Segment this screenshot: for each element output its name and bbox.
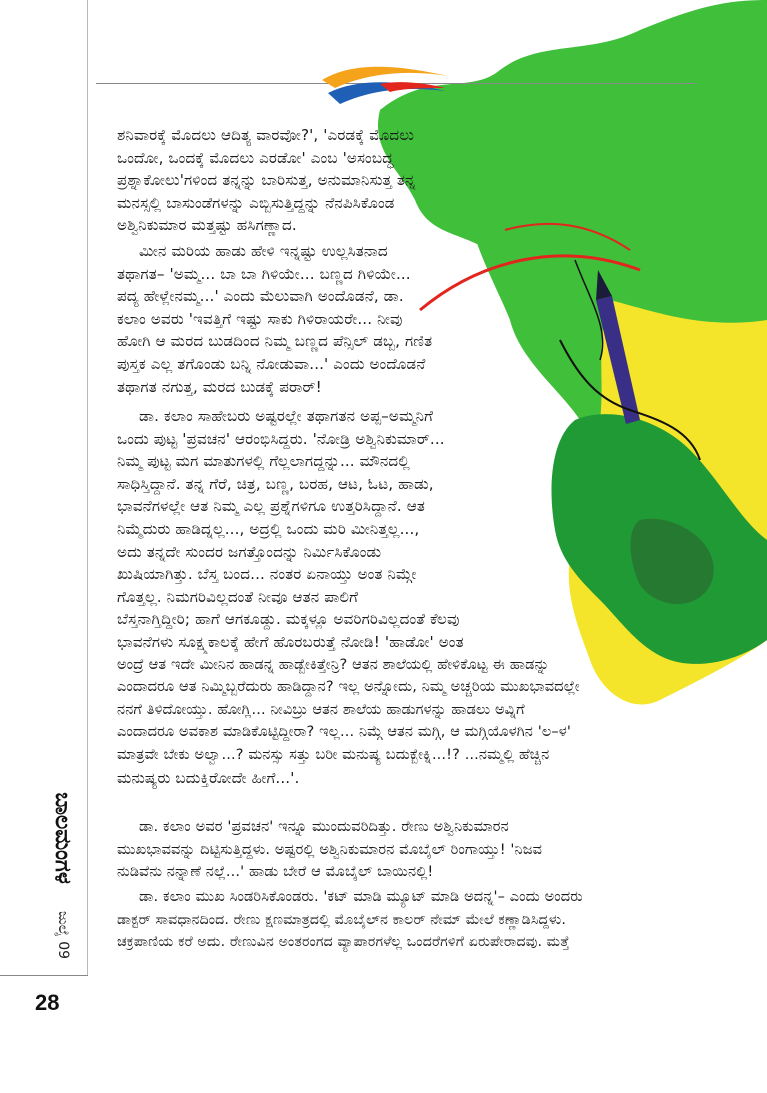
text-line: ಪುಸ್ತಕ ಎಲ್ಲ ತಗೊಂಡು ಬನ್ನಿ ನೋಡುವಾ...' ಎಂದು ಅಂದೊಡನೆ <box>117 354 426 373</box>
text-line: ಅಶ್ವಿನಿಕುಮಾರ ಮತ್ತಷ್ಟು ಹಸಿಗಣ್ಣಾದ. <box>117 216 297 235</box>
text-line: ಸಾಧಿಸ್ತಿದ್ದಾನೆ. ತನ್ನ ಗೆರೆ, ಚಿತ್ರ, ಬಣ್ಣ, ಬರಹ, ಆಟ, ಓಟ, ಹಾಡು, <box>117 474 434 493</box>
paragraph-1 <box>117 124 416 237</box>
text-line: ನಿಮ್ಮೆದುರು ಹಾಡಿದ್ನಲ್ಲ..., ಅದ್ರಲ್ಲಿ ಒಂದು ಮರಿ ಮೀನಿತ್ತಲ್ಲ..., <box>117 519 420 538</box>
page-number: 28 <box>35 990 60 1015</box>
text-line: ಎಂದಾದರೂ ಆತ ನಿಮ್ಮಿಬ್ಬರೆದುರು ಹಾಡಿದ್ದಾನ? ಇಲ್ಲ ಅನ್ನೋದು, ನಿಮ್ಮ ಅಚ್ಚರಿಯ ಮುಖಭಾವದಲ್ಲೇ <box>117 678 580 696</box>
text-line: ಡಾ. ಕಲಾಂ ಅವರ 'ಪ್ರವಚನ' ಇನ್ನೂ ಮುಂದುವರಿದಿತ್ತು. ರೇಣು ಅಶ್ವಿನಿಕುಮಾರನ <box>139 818 509 835</box>
text-line: ಹೋಗಿ ಆ ಮರದ ಬುಡದಿಂದ ನಿಮ್ಮ ಬಣ್ಣದ ಪೆನ್ಸಿಲ್ ಡಬ್ಬ, ಗಣಿತ <box>117 332 433 351</box>
magazine-logo-icon <box>320 58 450 108</box>
text-line: ಅಂದ್ರೆ ಆತ ಇದೇ ಮೀನಿನ ಹಾಡನ್ನ ಹಾಡ್ಬೇಕಿತ್ತೇನ್ರಿ? ಆತನ ಶಾಲೆಯಲ್ಲಿ ಹೇಳಿಕೊಟ್ಟ ಈ ಹಾಡನ್ನು <box>117 655 550 673</box>
text-line: ಮನಸ್ಸಲ್ಲಿ ಬಾಸುಂಡೆಗಳನ್ನು ಎಬ್ಬಿಸುತ್ತಿದ್ದನ್ನು ನೆನಪಿಸಿಕೊಂಡ <box>117 193 395 212</box>
text-line: ಒಂದೋ, ಒಂದಕ್ಕೆ ಮೊದಲು ಎರಡೋ' ಎಂಬ 'ಅಸಂಬದ್ಧ <box>117 148 394 167</box>
paragraph-2 <box>117 240 432 398</box>
text-line: ಡಾ. ಕಲಾಂ ಮುಖ ಸಿಂಡರಿಸಿಕೊಂಡರು. 'ಕಟ್ ಮಾಡಿ ಮ್ಯೂಟ್ ಮಾಡಿ ಅದನ್ನ'– ಎಂದು ಅಂದರು <box>139 888 583 905</box>
text-line: ತಥಾಗತ ನಗುತ್ತ, ಮರದ ಬುಡಕ್ಕೆ ಪರಾರ್! <box>117 377 322 396</box>
paragraph-4 <box>117 816 542 884</box>
text-line: ಚಕ್ರಪಾಣಿಯ ಕರೆ ಅದು. ರೇಣುವಿನ ಅಂತರಂಗದ ವ್ಯಾಪಾರಗಳೆಲ್ಲ ಒಂದರೆಗಳಿಗೆ ಏರುಪೇರಾದವು. ಮತ್ತೆ <box>117 934 570 951</box>
text-line: ಮೀನ ಮರಿಯ ಹಾಡು ಹೇಳಿ ಇನ್ನಷ್ಟು ಉಲ್ಲಸಿತನಾದ <box>139 242 388 260</box>
text-line: ಭಾವನೆಗಳಲ್ಲೇ ಆತ ನಿಮ್ಮ ಎಲ್ಲ ಪ್ರಶ್ನೆಗಳಿಗೂ ಉತ್ತರಿಸಿದ್ದಾನೆ. ಆತ <box>117 497 425 516</box>
text-line: ಗೊತ್ತಲ್ಲ. ನಿಮಗರಿವಿಲ್ಲದಂತೆ ನೀವೂ ಆತನ ಪಾಲಿಗೆ <box>117 587 359 606</box>
text-line: ಪ್ರಶ್ನಾಕೋಲು'ಗಳಿಂದ ತನ್ನನ್ನು ಬಾರಿಸುತ್ತ, ಅನುಮಾನಿಸುತ್ತ ತನ್ನ <box>117 171 416 190</box>
issue-date <box>52 895 74 975</box>
text-line: ಡಾಕ್ಟರ್ ಸಾವಧಾನದಿಂದ. ರೇಣು ಕ್ಷಣಮಾತ್ರದಲ್ಲಿ ಮೊಬೈಲ್‌ನ ಕಾಲರ್ ನೇಮ್ ಮೇಲೆ ಕಣ್ಣಾಡಿಸಿದ್ದಳು. <box>117 911 566 928</box>
sidebar-divider <box>0 975 88 976</box>
issue-date-text: ಜುಲೈ 09 <box>55 910 72 960</box>
text-line: ನಿಮ್ಮ ಪುಟ್ಟ ಮಗ ಮಾತುಗಳಲ್ಲಿ ಗೆಲ್ಲಲಾಗದ್ದನ್ನು... ಮೌನದಲ್ಲಿ <box>117 452 410 471</box>
text-line: ತಥಾಗತ– 'ಅಮ್ಮ... ಬಾ ಬಾ ಗಿಳಿಯೇ... ಬಣ್ಣದ ಗಿಳಿಯೇ... <box>117 264 411 283</box>
text-line: ಡಾ. ಕಲಾಂ ಸಾಹೇಬರು ಅಷ್ಟರಲ್ಲೇ ತಥಾಗತನ ಅಪ್ಪ–ಅಮ್ಮನಿಗೆ <box>139 407 434 425</box>
sidebar-rule <box>87 0 88 975</box>
text-line: ಪದ್ಯ ಹೇಳ್ಲೇನಮ್ಮ...' ಎಂದು ಮೆಲುವಾಗಿ ಅಂದೊಡನೆ, ಡಾ. <box>117 287 404 306</box>
text-line: ಮುಖಭಾವವನ್ನು ದಿಟ್ಟಿಸುತ್ತಿದ್ದಳು. ಅಷ್ಟರಲ್ಲಿ ಅಶ್ವಿನಿಕುಮಾರನ ಮೊಬೈಲ್ ರಿಂಗಾಯ್ತು! 'ನಿಜವ <box>117 840 543 858</box>
text-line: ಶನಿವಾರಕ್ಕೆ ಮೊದಲು ಆದಿತ್ಯ ವಾರವೋ?', 'ಎರಡಕ್ಕೆ ಮೊದಲು <box>117 126 415 144</box>
magazine-title <box>48 790 78 885</box>
text-line: ಎಂದಾದರೂ ಅವಕಾಶ ಮಾಡಿಕೊಟ್ಟಿದ್ದೀರಾ? ಇಲ್ಲ... ನಿಮ್ಗೆ ಆತನ ಮಗ್ಗಿ, ಆ ಮಗ್ಗಿಯೊಳಗಿನ 'ಲ–ಳ' <box>117 723 571 741</box>
text-line: ಮಾತ್ರವೇ ಬೇಕು ಅಲ್ವಾ...? ಮನಸ್ಸು ಸತ್ತು ಬರೀ ಮನುಷ್ಯ ಬದುಕ್ಬೇಕ್ನಿ...!? ...ನಮ್ಮಲ್ಲಿ ಹೆಚ್ಚಿನ <box>117 745 550 763</box>
text-line: ಅದು ತನ್ನದೇ ಸುಂದರ ಜಗತ್ತೊಂದನ್ನು ನಿರ್ಮಿಸಿಕೊಂಡು <box>117 542 382 561</box>
paragraph-3 <box>117 405 580 789</box>
magazine-title-text: ಬಾಲಮಂಗಳ <box>50 791 77 884</box>
text-line: ಒಂದು ಪುಟ್ಟ 'ಪ್ರವಚನ' ಆರಂಭಿಸಿದ್ದರು. 'ನೋಡ್ರಿ ಅಶ್ವಿನಿಕುಮಾರ್... <box>117 429 445 448</box>
text-line: ನುಡಿವೆನು ನನ್ನಾಣೆ ನಲ್ಲೆ...' ಹಾಡು ಬೇರೆ ಆ ಮೊಬೈಲ್ ಬಾಯಿನಲ್ಲಿ! <box>117 863 434 881</box>
text-line: ಕಲಾಂ ಅವರು 'ಇವತ್ತಿಗೆ ಇಷ್ಟು ಸಾಕು ಗಿಳಿರಾಯರೇ... ನೀವು <box>117 309 403 328</box>
text-line: ಖುಷಿಯಾಗಿತ್ತು. ಬೆಸ್ತ ಬಂದ... ನಂತರ ಏನಾಯ್ತು ಅಂತ ನಿಮ್ಗೇ <box>117 565 417 584</box>
text-line: ಮನುಷ್ಯರು ಬದುಕ್ತಿರೋದೇ ಹೀಗೆ...'. <box>117 768 300 787</box>
text-line: ಭಾವನೆಗಳು ಸೂಕ್ಷ್ಮಕಾಲಕ್ಕೆ ಹೇಗೆ ಹೊರಬರುತ್ತೆ ನೋಡಿ! 'ಹಾಡೋ' ಅಂತ <box>117 632 464 651</box>
paragraph-5 <box>117 886 583 954</box>
text-line: ನನಗೆ ತಿಳಿದೋಯ್ತು. ಹೋಗ್ಲಿ... ನೀವಿಬ್ರು ಆತನ ಶಾಲೆಯ ಹಾಡುಗಳನ್ನು ಹಾಡಲು ಅವ್ನಿಗೆ <box>117 700 525 718</box>
text-line: ಬೆಸ್ತನಾಗ್ತಿದ್ದೀರಿ; ಹಾಗೆ ಆಗಕೂಡ್ದು. ಮಕ್ಕಳ್ಲೂ ಅವರಿಗರಿವಿಲ್ಲದಂತೆ ಕೆಲವು <box>117 610 460 629</box>
